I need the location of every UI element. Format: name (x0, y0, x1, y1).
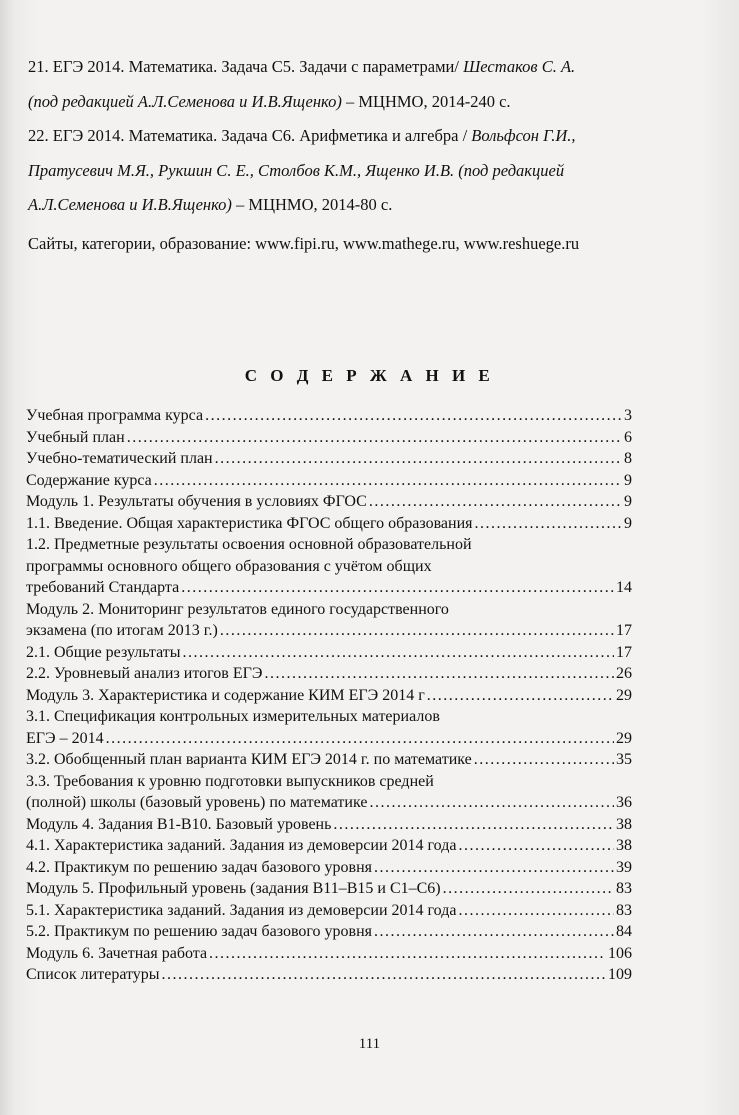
toc-leader-dots (333, 814, 614, 836)
reference-italic-text: Пратусевич М.Я., Рукшин С. Е., Столбов К.М., Ященко И.В. (под редакцией (28, 160, 565, 180)
toc-page-number: 38 (616, 837, 632, 854)
toc-page-number: 38 (616, 815, 632, 833)
reference-line (28, 188, 708, 223)
toc-entry (26, 900, 632, 922)
toc-entry-line: 3.3. Требования к уровню подготовки выпускников средней (26, 772, 434, 790)
toc-entry (26, 857, 632, 879)
toc-page-number: 84 (616, 923, 632, 940)
toc-leader-dots (427, 685, 614, 707)
reference-line (28, 119, 708, 154)
toc-leader-dots (458, 835, 614, 857)
toc-entry (26, 599, 632, 642)
toc-entry (26, 771, 632, 814)
toc-entry-title: требований Стандарта (26, 579, 180, 596)
toc-entry (26, 921, 632, 943)
toc-entry-title: 2.1. Общие результаты (26, 643, 181, 661)
toc-page-number: 9 (624, 514, 632, 532)
reference-text: 22. ЕГЭ 2014. Математика. Задача С6. Арифметика и алгебра / (28, 126, 472, 145)
toc-page-number: 9 (624, 471, 632, 489)
toc-entry-title: Модуль 3. Характеристика и содержание КИМ ЕГЭ 2014 г (26, 686, 425, 704)
toc-entry (26, 943, 632, 965)
toc-entry (26, 470, 632, 492)
table-of-contents (26, 405, 632, 986)
page-number: 111 (358, 1036, 381, 1052)
toc-leader-dots (264, 663, 614, 685)
toc-entry (26, 749, 632, 771)
toc-entry-title: 1.1. Введение. Общая характеристика ФГОС общего образования (26, 514, 473, 532)
toc-page-number: 17 (616, 622, 632, 639)
toc-entry-title: 4.1. Характеристика заданий. Задания из демоверсии 2014 года (26, 837, 457, 854)
toc-entry-title: Модуль 5. Профильный уровень (задания В11–В15 и С1–С6) (26, 880, 441, 897)
toc-entry-title: Содержание курса (26, 471, 152, 489)
toc-entry-line: программы основного общего образования с учётом общих (26, 557, 432, 575)
reference-text: 21. ЕГЭ 2014. Математика. Задача С5. Задачи с параметрами/ (28, 57, 464, 76)
toc-entry-line: 3.1. Спецификация контрольных измерительных материалов (26, 708, 440, 725)
toc-leader-dots (374, 857, 614, 879)
toc-entry-line: Модуль 2. Мониторинг результатов единого государственного (26, 600, 449, 618)
toc-entry-title: Учебная программа курса (26, 407, 204, 424)
toc-entry (26, 405, 632, 427)
toc-entry (26, 427, 632, 449)
toc-entry-title: Модуль 1. Результаты обучения в условиях ФГОС (26, 493, 367, 510)
reference-line (28, 85, 708, 120)
toc-entry-title: ЕГЭ – 2014 (26, 729, 104, 747)
toc-entry (26, 835, 632, 857)
reference-italic-text: Вольфсон Г.И., (471, 126, 576, 145)
sites-line: Сайты, категории, образование: www.fipi.ru, www.mathege.ru, www.reshuege.ru (28, 233, 580, 253)
toc-page-number: 29 (616, 686, 632, 704)
reference-text: МЦНМО, 2014-240 с. (354, 91, 511, 111)
reference-italic-text: А.Л.Семенова и И.В.Ященко) – (28, 195, 245, 214)
toc-leader-dots (205, 405, 622, 427)
toc-entry (26, 663, 632, 685)
toc-entry-title: 5.2. Практикум по решению задач базового уровня (26, 923, 373, 940)
toc-entry-title: 2.2. Уровневый анализ итогов ЕГЭ (26, 665, 263, 682)
toc-entry (26, 814, 632, 836)
reference-line (28, 50, 708, 85)
toc-leader-dots (106, 728, 614, 750)
toc-entry (26, 642, 632, 664)
toc-page-number: 35 (616, 751, 632, 768)
toc-entry-title: 5.1. Характеристика заданий. Задания из демоверсии 2014 года (26, 901, 457, 919)
toc-title: С О Д Е Р Ж А Н И Е (244, 366, 495, 385)
toc-page-number: 36 (616, 794, 632, 811)
toc-page-number: 3 (624, 407, 632, 424)
toc-leader-dots (475, 513, 622, 535)
toc-leader-dots (374, 921, 614, 943)
toc-entry-title: Модуль 4. Задания В1-В10. Базовый уровень (26, 815, 332, 833)
toc-leader-dots (215, 448, 622, 470)
reference-italic-text: (под редакцией А.Л.Семенова и И.В.Ященко) – (28, 91, 355, 111)
toc-page-number: 109 (608, 966, 632, 983)
toc-entry-title: 4.2. Практикум по решению задач базового уровня (26, 858, 373, 876)
reference-text: МЦНМО, 2014-80 с. (244, 195, 393, 214)
toc-page-number: 9 (624, 493, 632, 510)
reference-italic-text: Шестаков С. А. (463, 57, 576, 76)
toc-entry-title: Учебно-тематический план (26, 450, 213, 467)
toc-page-number: 14 (616, 579, 632, 596)
toc-leader-dots (474, 749, 614, 771)
toc-entry-title: Список литературы (26, 966, 160, 983)
toc-leader-dots (154, 470, 622, 492)
toc-entry-title: экзамена (по итогам 2013 г.) (26, 622, 218, 639)
reference-line (28, 154, 708, 189)
toc-entry-title: Модуль 6. Зачетная работа (26, 944, 208, 962)
toc-leader-dots (181, 577, 614, 599)
toc-leader-dots (443, 878, 614, 900)
toc-entry (26, 964, 632, 986)
toc-leader-dots (183, 642, 614, 664)
toc-entry-title: Учебный план (26, 428, 125, 446)
toc-entry (26, 706, 632, 749)
toc-leader-dots (127, 427, 622, 449)
toc-page-number: 29 (616, 729, 632, 747)
toc-leader-dots (209, 943, 606, 965)
toc-entry (26, 685, 632, 707)
toc-leader-dots (369, 491, 622, 513)
toc-leader-dots (369, 792, 614, 814)
toc-page-number: 39 (616, 858, 632, 876)
toc-page-number: 83 (616, 901, 632, 919)
toc-page-number: 26 (616, 665, 632, 682)
toc-entry (26, 448, 632, 470)
toc-entry-title: (полной) школы (базовый уровень) по математике (26, 794, 368, 811)
toc-leader-dots (162, 964, 606, 986)
toc-entry (26, 534, 632, 599)
toc-leader-dots (458, 900, 614, 922)
toc-entry-title: 3.2. Обобщенный план варианта КИМ ЕГЭ 2014 г. по математике (26, 751, 472, 768)
toc-page-number: 106 (608, 944, 632, 962)
toc-page-number: 8 (624, 450, 632, 467)
references-list (28, 50, 708, 261)
toc-leader-dots (220, 620, 614, 642)
toc-entry (26, 878, 632, 900)
toc-entry-line: 1.2. Предметные результаты освоения основной образовательной (26, 536, 472, 553)
toc-page-number: 6 (624, 428, 632, 446)
toc-entry (26, 491, 632, 513)
toc-page-number: 83 (616, 880, 632, 897)
toc-page-number: 17 (616, 643, 632, 661)
toc-entry (26, 513, 632, 535)
